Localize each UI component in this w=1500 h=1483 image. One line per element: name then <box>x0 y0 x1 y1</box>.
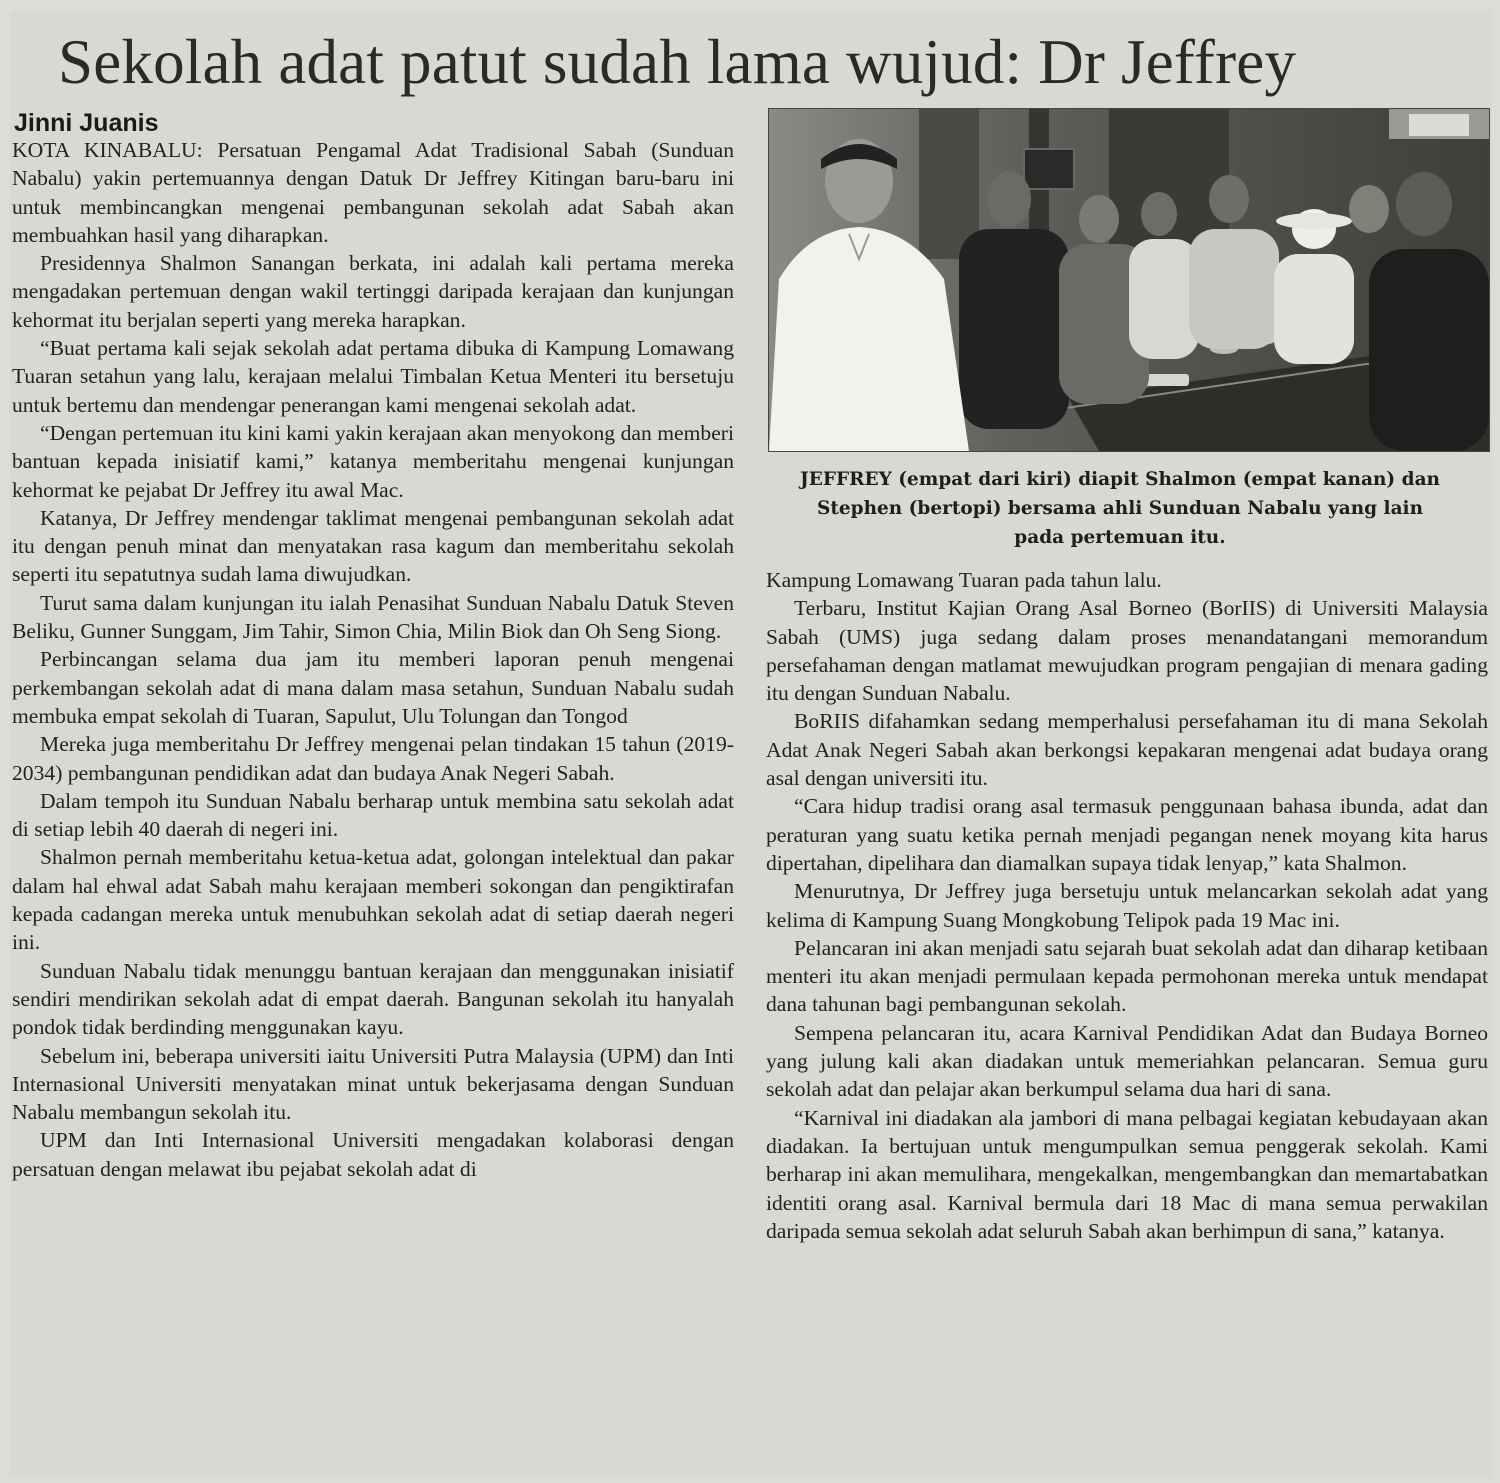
news-photo <box>768 108 1490 452</box>
paragraph: KOTA KINABALU: Persatuan Pengamal Adat Tradisional Sabah (Sunduan Nabalu) yakin pertemuannya dengan Datuk Dr Jeffrey Kitingan baru-baru ini untuk membincangkan mengenai pembangunan sekolah adat Sabah akan membuahkan hasil yang diharapkan. <box>12 138 734 247</box>
paragraph: UPM dan Inti Internasional Universiti mengadakan kolaborasi dengan persatuan dengan melawat ibu pejabat sekolah adat di <box>12 1128 734 1181</box>
article-column-left <box>12 136 734 1183</box>
article-column-right <box>766 566 1488 1245</box>
paragraph: Shalmon pernah memberitahu ketua-ketua adat, golongan intelektual dan pakar dalam hal ehwal adat Sabah mahu kerajaan memberi sokongan dan pengiktirafan kepada cadangan mereka untuk menubuhkan sekolah adat di setiap daerah negeri ini. <box>12 845 734 955</box>
paragraph: BoRIIS difahamkan sedang memperhalusi persefahaman itu di mana Sekolah Adat Anak Negeri Sabah akan berkongsi kepakaran mengenai adat budaya orang asal dengan universiti itu. <box>766 709 1488 791</box>
paragraph: Katanya, Dr Jeffrey mendengar taklimat mengenai pembangunan sekolah adat itu dengan penuh minat dan menyatakan rasa kagum dan memberitahu sekolah seperti itu sepatutnya sudah lama diwujudkan. <box>12 505 734 587</box>
paragraph: Perbincangan selama dua jam itu memberi laporan penuh mengenai perkembangan sekolah adat di mana dalam masa setahun, Sunduan Nabalu sudah membuka empat sekolah di Tuaran, Sapulut, Ulu Tolungan dan Tongod <box>12 647 734 728</box>
paragraph: “Karnival ini diadakan ala jambori di mana pelbagai kegiatan kebudayaan akan diadakan. Ia bertujuan untuk mengumpulkan semua penggerak sekolah. Kami berharap ini akan memulihara, mengekalkan, mengembangkan dan memartabatkan identiti orang asal. Karnival bermula dari 18 Mac di mana semua perwakilan daripada semua sekolah adat seluruh Sabah akan berhimpun di sana,” katanya. <box>766 1105 1488 1243</box>
paragraph: Terbaru, Institut Kajian Orang Asal Borneo (BorIIS) di Universiti Malaysia Sabah (UMS) juga sedang dalam proses menandatangani memorandum persefahaman dengan matlamat mewujudkan program pengajian di menara gading itu dengan Sunduan Nabalu. <box>766 596 1488 706</box>
paragraph: “Dengan pertemuan itu kini kami yakin kerajaan akan menyokong dan memberi bantuan kepada inisiatif kami,” katanya memberitahu mengenai kunjungan kehormat ke pejabat Dr Jeffrey itu awal Mac. <box>12 420 734 502</box>
paragraph: Pelancaran ini akan menjadi satu sejarah buat sekolah adat dan diharap ketibaan menteri itu akan menjadi permulaan kepada permohonan mereka untuk mendapat dana tahunan bagi pembangunan sekolah. <box>766 935 1488 1017</box>
paragraph: Sunduan Nabalu tidak menunggu bantuan kerajaan dan menggunakan inisiatif sendiri mendirikan sekolah adat di empat daerah. Bangunan sekolah itu hanyalah pondok tidak berdinding menggunakan kayu. <box>12 958 734 1040</box>
paragraph: “Cara hidup tradisi orang asal termasuk penggunaan bahasa ibunda, adat dan peraturan yang suatu ketika pernah menjadi pegangan nenek moyang kita harus dipertahan, dipelihara dan diamalkan supaya tidak lenyap,” kata Shalmon. <box>766 794 1488 875</box>
byline: Jinni Juanis <box>14 109 159 137</box>
group-photo-illustration <box>769 109 1489 451</box>
paragraph: Menurutnya, Dr Jeffrey juga bersetuju untuk melancarkan sekolah adat yang kelima di Kampung Suang Mongkobung Telipok pada 19 Mac ini. <box>766 879 1488 932</box>
paragraph: Sebelum ini, beberapa universiti iaitu Universiti Putra Malaysia (UPM) dan Inti Internasional Universiti menyatakan minat untuk bekerjasama dengan Sunduan Nabalu membangun sekolah itu. <box>12 1043 734 1125</box>
headline: Sekolah adat patut sudah lama wujud: Dr Jeffrey <box>58 27 1297 97</box>
paragraph: Turut sama dalam kunjungan itu ialah Penasihat Sunduan Nabalu Datuk Steven Beliku, Gunner Sunggam, Jim Tahir, Simon Chia, Milin Biok dan Oh Seng Siong. <box>12 590 734 644</box>
paragraph: Dalam tempoh itu Sunduan Nabalu berharap untuk membina satu sekolah adat di setiap lebih 40 daerah di negeri ini. <box>12 788 734 842</box>
paragraph: Presidennya Shalmon Sanangan berkata, ini adalah kali pertama mereka mengadakan pertemuan dengan wakil tertinggi daripada kerajaan dan kunjungan kehormat itu berjalan seperti yang mereka harapkan. <box>12 251 734 332</box>
paragraph: Mereka juga memberitahu Dr Jeffrey mengenai pelan tindakan 15 tahun (2019-2034) pembangunan pendidikan adat dan budaya Anak Negeri Sabah. <box>12 732 734 785</box>
paragraph: “Buat pertama kali sejak sekolah adat pertama dibuka di Kampung Lomawang Tuaran setahun yang lalu, kerajaan melalui Timbalan Ketua Menteri itu bersetuju untuk bertemu dan mendengar penerangan kami mengenai sekolah adat. <box>12 336 734 417</box>
photo-caption: JEFFREY (empat dari kiri) diapit Shalmon (empat kanan) dan Stephen (bertopi) bersama ahli Sunduan Nabalu yang lain pada pertemuan itu. <box>800 469 1441 548</box>
paragraph: Kampung Lomawang Tuaran pada tahun lalu. <box>766 568 1162 592</box>
paragraph: Sempena pelancaran itu, acara Karnival Pendidikan Adat dan Budaya Borneo yang julung kali akan diadakan untuk memeriahkan pelancaran. Semua guru sekolah adat dan pelajar akan berkumpul selama dua hari di sana. <box>766 1020 1488 1102</box>
newspaper-clipping <box>10 10 1492 1476</box>
